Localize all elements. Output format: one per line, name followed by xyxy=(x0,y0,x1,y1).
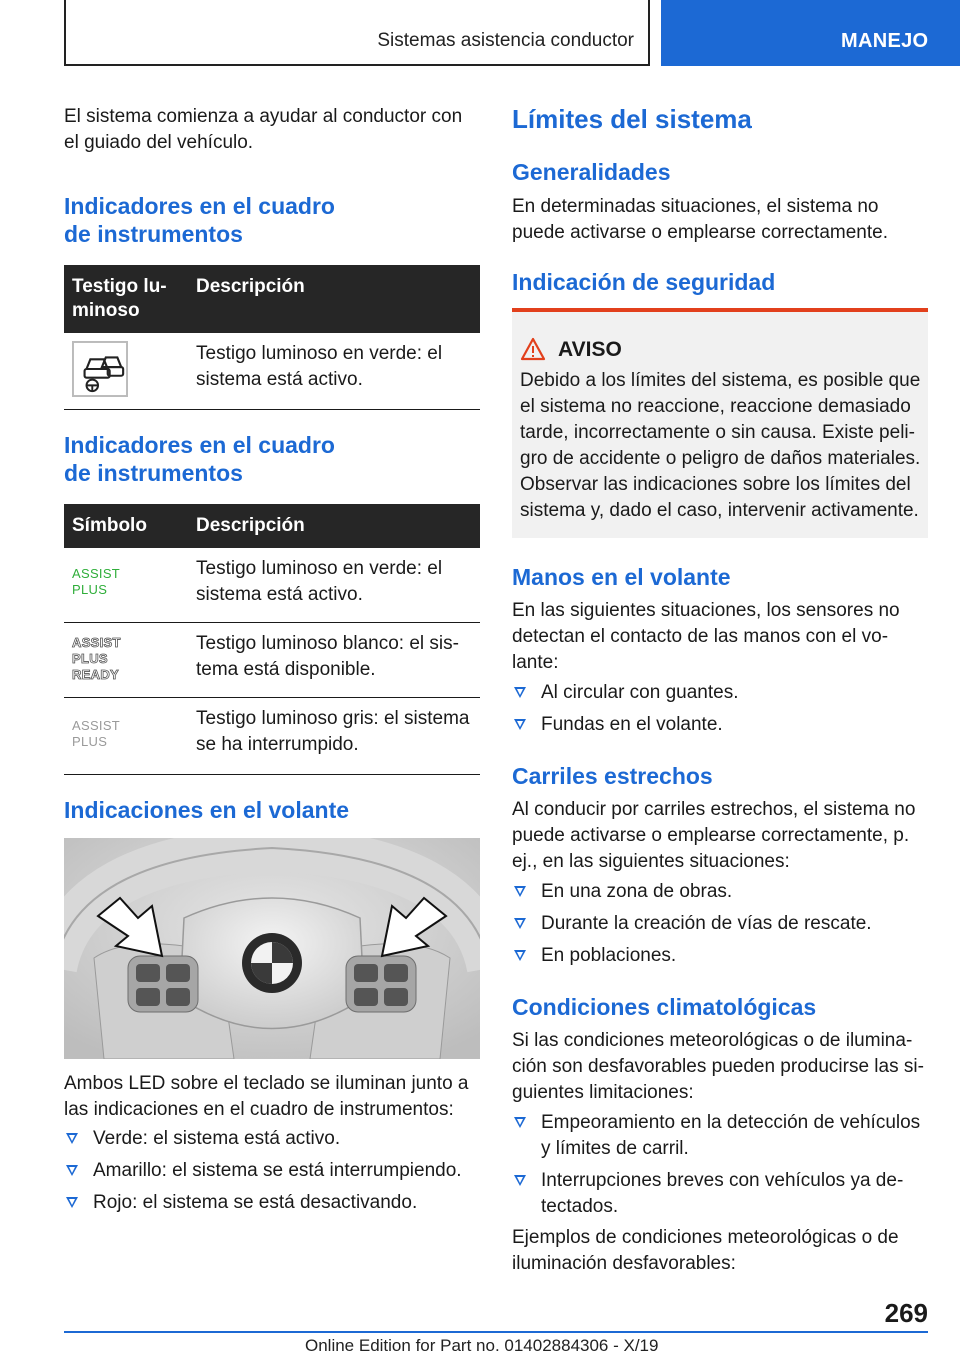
bullet-triangle-icon xyxy=(66,1165,78,1176)
list-item: Amarillo: el sistema se está interrumpiendo. xyxy=(64,1158,480,1184)
heading-clima: Condiciones climatológicas xyxy=(512,994,817,1020)
bullet-triangle-icon xyxy=(514,719,526,730)
heading-limites: Límites del sistema xyxy=(512,104,752,134)
bullet-triangle-icon xyxy=(514,886,526,897)
footer-rule xyxy=(64,1331,928,1333)
list-item: En poblaciones. xyxy=(512,943,928,969)
description-cell: Testigo luminoso blanco: el sistema está disponible. xyxy=(188,622,480,697)
bullet-triangle-icon xyxy=(66,1133,78,1144)
list-item: Durante la creación de vías de rescate. xyxy=(512,911,928,937)
generalidades-paragraph: En determinadas situaciones, el sistema no puede activarse o emplearse correctamente. xyxy=(512,196,888,243)
steering-wheel-image xyxy=(64,838,480,1059)
table-row xyxy=(64,333,480,409)
warning-label: AVISO xyxy=(558,338,622,361)
description-cell: Testigo luminoso en verde: el sistema está activo. xyxy=(188,548,480,622)
heading-manos: Manos en el volante xyxy=(512,564,731,590)
led-paragraph: Ambos LED sobre el teclado se iluminan junto a las indicaciones en el cuadro de instrumentos: xyxy=(64,1073,469,1120)
heading-indicators-1: Indicadores en el cuadro de instrumentos xyxy=(64,193,335,247)
bullet-triangle-icon xyxy=(514,918,526,929)
warning-text: Debido a los límites del sistema, es posible que el sistema no reaccione, reaccione demasiado tarde, incorrectamente o sin causa. Existe peligro de accidente o peligro de daños materiales. Observar las indicaciones sobre los límites del sistema y, dado el caso, intervenir activamente. xyxy=(520,370,921,521)
bullet-triangle-icon xyxy=(514,687,526,698)
footer-edition: Online Edition for Part no. 01402884306 - X/19 xyxy=(305,1336,659,1355)
chapter-tab-label: MANEJO xyxy=(841,30,929,52)
carriles-list xyxy=(512,879,928,975)
symbol-cell xyxy=(64,697,188,774)
list-item: Verde: el sistema está activo. xyxy=(64,1126,480,1152)
clima-paragraph: Si las condiciones meteorológicas o de iluminación son desfavorables pueden producirse las siguientes limitaciones: xyxy=(512,1030,924,1103)
assist-plus-green-icon: ASSIST PLUS xyxy=(72,566,121,597)
bullet-triangle-icon xyxy=(66,1197,78,1208)
carriles-paragraph: Al conducir por carriles estrechos, el sistema no puede activarse o emplearse correctamente, p. ej., en las siguientes situaciones: xyxy=(512,799,916,872)
warning-triangle-icon xyxy=(520,337,546,361)
col-header-descripcion: Descripción xyxy=(188,265,480,333)
symbol-cell xyxy=(64,622,188,697)
heading-generalidades: Generalidades xyxy=(512,159,671,185)
bullet-triangle-icon xyxy=(514,950,526,961)
table-indicators-2 xyxy=(64,504,480,775)
clima-after-paragraph: Ejemplos de condiciones meteorológicas o de iluminación desfavorables: xyxy=(512,1227,899,1274)
list-item: Empeoramiento en la detección de vehículos y límites de carril. xyxy=(512,1110,928,1162)
list-item: En una zona de obras. xyxy=(512,879,928,905)
page-number: 269 xyxy=(884,1298,928,1328)
chapter-tab[interactable] xyxy=(661,0,960,66)
lane-assist-icon xyxy=(72,341,128,397)
assist-plus-gray-icon: ASSIST PLUS xyxy=(72,717,121,749)
col-header-descripcion: Descripción xyxy=(188,504,480,548)
bullet-triangle-icon xyxy=(514,1175,526,1186)
section-title: Sistemas asistencia conductor xyxy=(377,30,634,51)
list-item: Interrupciones breves con vehículos ya detectados. xyxy=(512,1168,928,1220)
table-row xyxy=(64,697,480,774)
description-cell: Testigo luminoso gris: el sistema se ha interrumpido. xyxy=(188,697,480,774)
list-item: Rojo: el sistema se está desactivando. xyxy=(64,1190,480,1216)
bmw-logo-icon xyxy=(242,933,302,993)
heading-seguridad: Indicación de seguridad xyxy=(512,269,776,295)
table-header-row xyxy=(64,504,480,548)
table-header-row xyxy=(64,265,480,333)
description-cell: Testigo luminoso en verde: el sistema está activo. xyxy=(188,333,480,409)
clima-list xyxy=(512,1110,928,1226)
col-header-testigo: Testigo lu- minoso xyxy=(64,265,188,333)
assist-plus-ready-icon: ASSIST PLUS READY xyxy=(72,634,121,682)
heading-volante: Indicaciones en el volante xyxy=(64,797,350,823)
table-indicators-1 xyxy=(64,265,480,410)
manos-list xyxy=(512,680,928,744)
bullet-triangle-icon xyxy=(514,1117,526,1128)
symbol-cell xyxy=(64,548,188,622)
heading-carriles: Carriles estrechos xyxy=(512,763,713,789)
col-header-simbolo: Símbolo xyxy=(64,504,188,548)
header-section-box xyxy=(64,0,650,66)
led-color-list xyxy=(64,1126,480,1222)
list-item: Al circular con guantes. xyxy=(512,680,928,706)
manos-paragraph: En las siguientes situaciones, los sensores no detectan el contacto de las manos con el volante: xyxy=(512,600,900,673)
table-row xyxy=(64,622,480,697)
warning-box xyxy=(512,308,928,538)
table-row xyxy=(64,548,480,622)
heading-indicators-2: Indicadores en el cuadro de instrumentos xyxy=(64,432,335,486)
intro-paragraph: El sistema comienza a ayudar al conductor con el guiado del vehículo. xyxy=(64,106,463,153)
list-item: Fundas en el volante. xyxy=(512,712,928,738)
symbol-cell xyxy=(64,333,188,409)
